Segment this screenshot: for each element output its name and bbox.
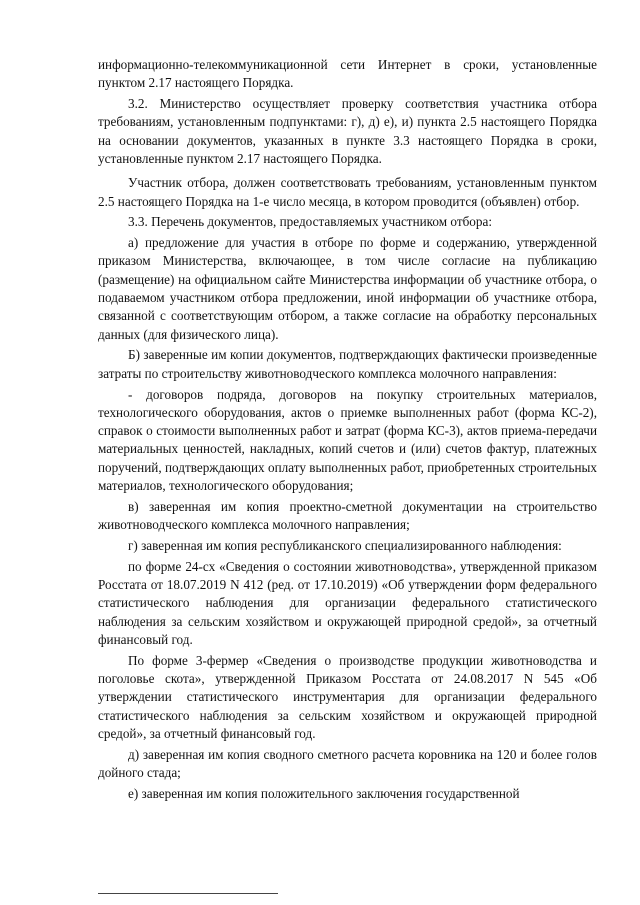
paragraph-3-2: 3.2. Министерство осуществляет проверку соответствия участника отбора требованиям, установленным подпунктами: г), д) е), и) пункта 2.5 настоящего Порядка на основании документов, указанных в пункте 3.3 настоящего Порядка в сроки, установленные пунктом 2.17 настоящего Порядка. bbox=[98, 96, 597, 166]
list-item-d: д) заверенная им копия сводного сметного расчета коровника на 120 и более голов дойного стада; bbox=[98, 746, 597, 780]
list-item-e: е) заверенная им копия положительного заключения государственной bbox=[128, 785, 520, 801]
list-item-b: Б) заверенные им копии документов, подтверждающих фактически произведенные затраты по строительству животноводческого комплекса молочного направления: bbox=[98, 347, 597, 381]
list-item-v: в) заверенная им копия проектно-сметной документации на строительство животноводческого комплекса молочного направления; bbox=[98, 498, 597, 533]
list-item-a: а) предложение для участия в отборе по форме и содержанию, утвержденной приказом Министерства, включающее, в том числе согласие на публикацию (размещение) на официальном сайте Министерства информации об участнике отбора, о подаваемом участником отбора предложении, иной информации об участнике отбора, связанной с соответствующим отбором, а также согласие на обработку персональных данных (для физического лица). bbox=[98, 235, 597, 342]
paragraph-3-3-heading: 3.3. Перечень документов, предоставляемых участником отбора: bbox=[128, 214, 493, 230]
document-body bbox=[98, 56, 597, 806]
list-item-g-form-3-farmer: По форме 3-фермер «Сведения о производстве продукции животноводства и поголовье скота», утвержденной Приказом Росстата от 24.08.2017 N 545 «Об утверждении статистического инструментария для организации федерального статистического наблюдения за сельским хозяйством и окружающей природной средой», за отчетный финансовый год. bbox=[98, 652, 597, 741]
list-item-g: г) заверенная им копия республиканского специализированного наблюдения: bbox=[128, 537, 562, 553]
list-item-b-contracts: - договоров подряда, договоров на покупку строительных материалов, технологического оборудования, актов о приемке выполненных работ (форма КС-2), справок о стоимости выполненных работ и затрат (форма КС-3), актов приема-передачи материальных ценностей, накладных, копий счетов и (или) счетов фактур, платежных поручений, подтверждающих оплату выполненных работ, приобретенных строительных материалов, технологического оборудования; bbox=[98, 386, 597, 494]
paragraph-participant-requirements: Участник отбора, должен соответствовать требованиям, установленным пунктом 2.5 настоящего Порядка на 1-е число месяца, в котором проводится (объявлен) отбор. bbox=[98, 175, 597, 209]
paragraph-continuation: информационно-телекоммуникационной сети Интернет в сроки, установленные пунктом 2.17 настоящего Порядка. bbox=[98, 57, 597, 91]
footnote-separator-line bbox=[98, 893, 278, 894]
list-item-g-form-24: по форме 24-сх «Сведения о состоянии животноводства», утвержденной приказом Росстата от 18.07.2019 N 412 (ред. от 17.10.2019) «Об утверждении форм федерального статистического наблюдения для организации федерального статистического наблюдения за сельским хозяйством и окружающей природной средой», за отчетный финансовый год. bbox=[98, 558, 597, 647]
